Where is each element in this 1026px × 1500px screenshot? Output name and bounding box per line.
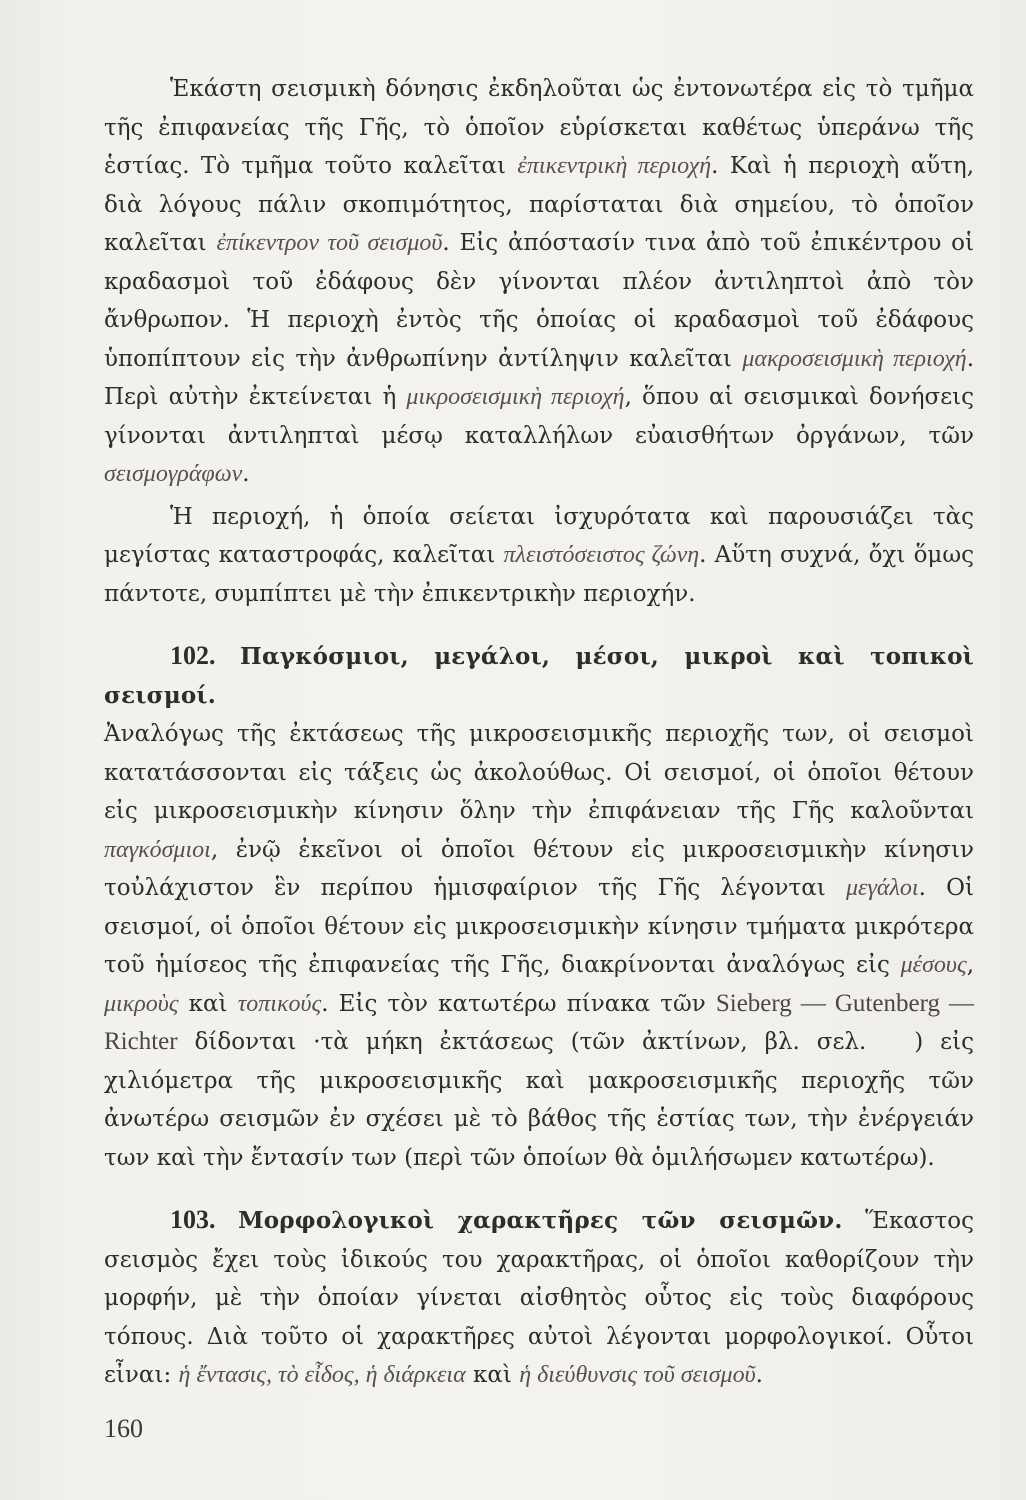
- text-run: . Καὶ ἡ περιοχὴ αὕτη, διὰ λόγους πάλιν σκοπιμότητος, παρίσταται διὰ σημείου, τὸ ὁποῖον καλεῖται: [104, 153, 975, 256]
- section-102: [104, 637, 974, 1177]
- italic-term: μικροσεισμικὴ περιοχή: [406, 384, 625, 410]
- text-run: δίδονται ·τὰ μήκη ἐκτάσεως (τῶν ἀκτίνων, βλ. σελ.: [177, 1029, 867, 1055]
- text-run: .: [242, 461, 250, 487]
- section-103: [104, 1201, 974, 1395]
- italic-term: τοπικούς: [237, 990, 322, 1017]
- italic-term: ἡ ἔντασις, τὸ εἶδος, ἡ διάρκεια: [178, 1362, 466, 1388]
- section-number: 103.: [170, 1205, 216, 1234]
- italic-term: μεγάλοι: [845, 875, 919, 901]
- italic-term: πλειστόσειστος ζώνη: [503, 542, 700, 568]
- text-run: . Εἰς τὸν κατωτέρω πίνακα τῶν: [321, 990, 716, 1017]
- section-heading: Μορφολογικοὶ χαρακτῆρες τῶν σεισμῶν.: [238, 1207, 843, 1234]
- italic-term: σεισμογράφων: [104, 461, 243, 487]
- text-run: καὶ: [178, 990, 238, 1017]
- text-run: . Οἱ σεισμοί, οἱ ὁποῖοι θέτουν εἰς μικροσεισμικὴν κίνησιν τμήματα μικρότερα τοῦ ἡμίσεος τῆς ἐπιφανείας τῆς Γῆς, διακρίνονται ἀναλόγως εἰς: [104, 875, 974, 978]
- text-run: . Εἰς ἀπόστασίν τινα ἀπὸ τοῦ ἐπικέντρου οἱ κραδασμοὶ τοῦ ἐδάφους δὲν γίνονται πλέον ἀντιληπτοὶ ἀπὸ τὸν ἄνθρωπον. Ἡ περιοχὴ ἐντὸς τῆς ὁποίας οἱ κραδασμοὶ τοῦ ἐδάφους ὑποπίπτουν εἰς τὴν ἀνθρωπίνην ἀντίληψιν καλεῖται: [104, 230, 974, 372]
- author-names: Sieberg — Gutenberg — Richter: [104, 989, 974, 1055]
- italic-term: ἡ διεύθυνσις τοῦ σεισμοῦ: [519, 1362, 756, 1388]
- text-run: ) εἰς χιλιόμετρα τῆς μικροσεισμικῆς καὶ μακροσεισμικῆς περιοχῆς τῶν ἀνωτέρω σεισμῶν ἐν σχέσει μὲ τὸ βάθος τῆς ἑστίας των, τὴν ἐνέργειάν των καὶ τὴν ἔντασίν των (περὶ τῶν ὁποίων θὰ ὁμιλήσωμεν κατωτέρω).: [104, 1029, 974, 1171]
- italic-term: μέσους: [900, 952, 967, 978]
- page-number: 160: [104, 1414, 143, 1443]
- italic-term: ἐπικεντρικὴ περιοχή: [517, 153, 712, 179]
- text-run: καὶ: [465, 1362, 520, 1388]
- text-run: , ὅπου αἱ σεισμικαὶ δονήσεις γίνονται ἀντιληπταὶ μέσῳ καταλλήλων εὐαισθήτων ὀργάνων, τῶν: [104, 384, 975, 449]
- text-run: . Αὕτη συχνά, ὄχι ὅμως πάντοτε, συμπίπτει μὲ τὴν ἐπικεντρικὴν περιοχήν.: [104, 542, 975, 607]
- text-run: , ἐνῷ ἐκεῖνοι οἱ ὁποῖοι θέτουν εἰς μικροσεισμικὴν κίνησιν τοὐλάχιστον ἓν περίπου ἡμισφαίριον τῆς Γῆς λέγονται: [104, 836, 974, 901]
- section-heading: Παγκόσμιοι, μεγάλοι, μέσοι, μικροὶ καὶ τοπικοὶ σεισμοί.: [104, 643, 974, 709]
- section-number: 102.: [170, 641, 216, 670]
- text-run: Ἑκάστη σεισμικὴ δόνησις ἐκδηλοῦται ὡς ἐντονωτέρα εἰς τὸ τμῆμα τῆς ἐπιφανείας τῆς Γῆς, τὸ ὁποῖον εὑρίσκεται καθέτως ὑπεράνω τῆς ἑστίας. Τὸ τμῆμα τοῦτο καλεῖται: [104, 76, 974, 179]
- italic-term: ἐπίκεντρον τοῦ σεισμοῦ: [216, 230, 443, 256]
- italic-term: παγκόσμιοι: [104, 836, 211, 863]
- paragraph-epicenter: [104, 70, 974, 494]
- italic-term: μακροσεισμικὴ περιοχή: [742, 345, 967, 372]
- italic-term: μικροὺς: [104, 990, 179, 1017]
- text-run: ,: [966, 952, 974, 978]
- text-run: .: [755, 1362, 763, 1388]
- page-text: [104, 70, 974, 1395]
- paragraph-pleistoseist: [104, 498, 974, 614]
- text-run: . Περὶ αὐτὴν ἐκτείνεται ἡ: [104, 345, 974, 410]
- text-run: Ἀναλόγως τῆς ἐκτάσεως τῆς μικροσεισμικῆς περιοχῆς των, οἱ σεισμοὶ κατατάσσονται εἰς τάξεις ὡς ἀκολούθως. Οἱ σεισμοί, οἱ ὁποῖοι θέτουν εἰς μικροσεισμικὴν κίνησιν ὅλην τὴν ἐπιφάνειαν τῆς Γῆς καλοῦνται: [104, 721, 974, 824]
- text-run: Ἡ περιοχή, ἡ ὁποία σείεται ἰσχυρότατα καὶ παρουσιάζει τὰς μεγίστας καταστροφάς, καλεῖται: [104, 503, 974, 568]
- text-run: Ἕκαστος σεισμὸς ἔχει τοὺς ἰδικούς του χαρακτῆρας, οἱ ὁποῖοι καθορίζουν τὴν μορφήν, μὲ τὴν ὁποίαν γίνεται αἰσθητὸς οὗτος εἰς τοὺς διαφόρους τόπους. Διὰ τοῦτο οἱ χαρακτῆρες αὐτοὶ λέγονται μορφολογικοί. Οὗτοι εἶναι:: [104, 1208, 975, 1388]
